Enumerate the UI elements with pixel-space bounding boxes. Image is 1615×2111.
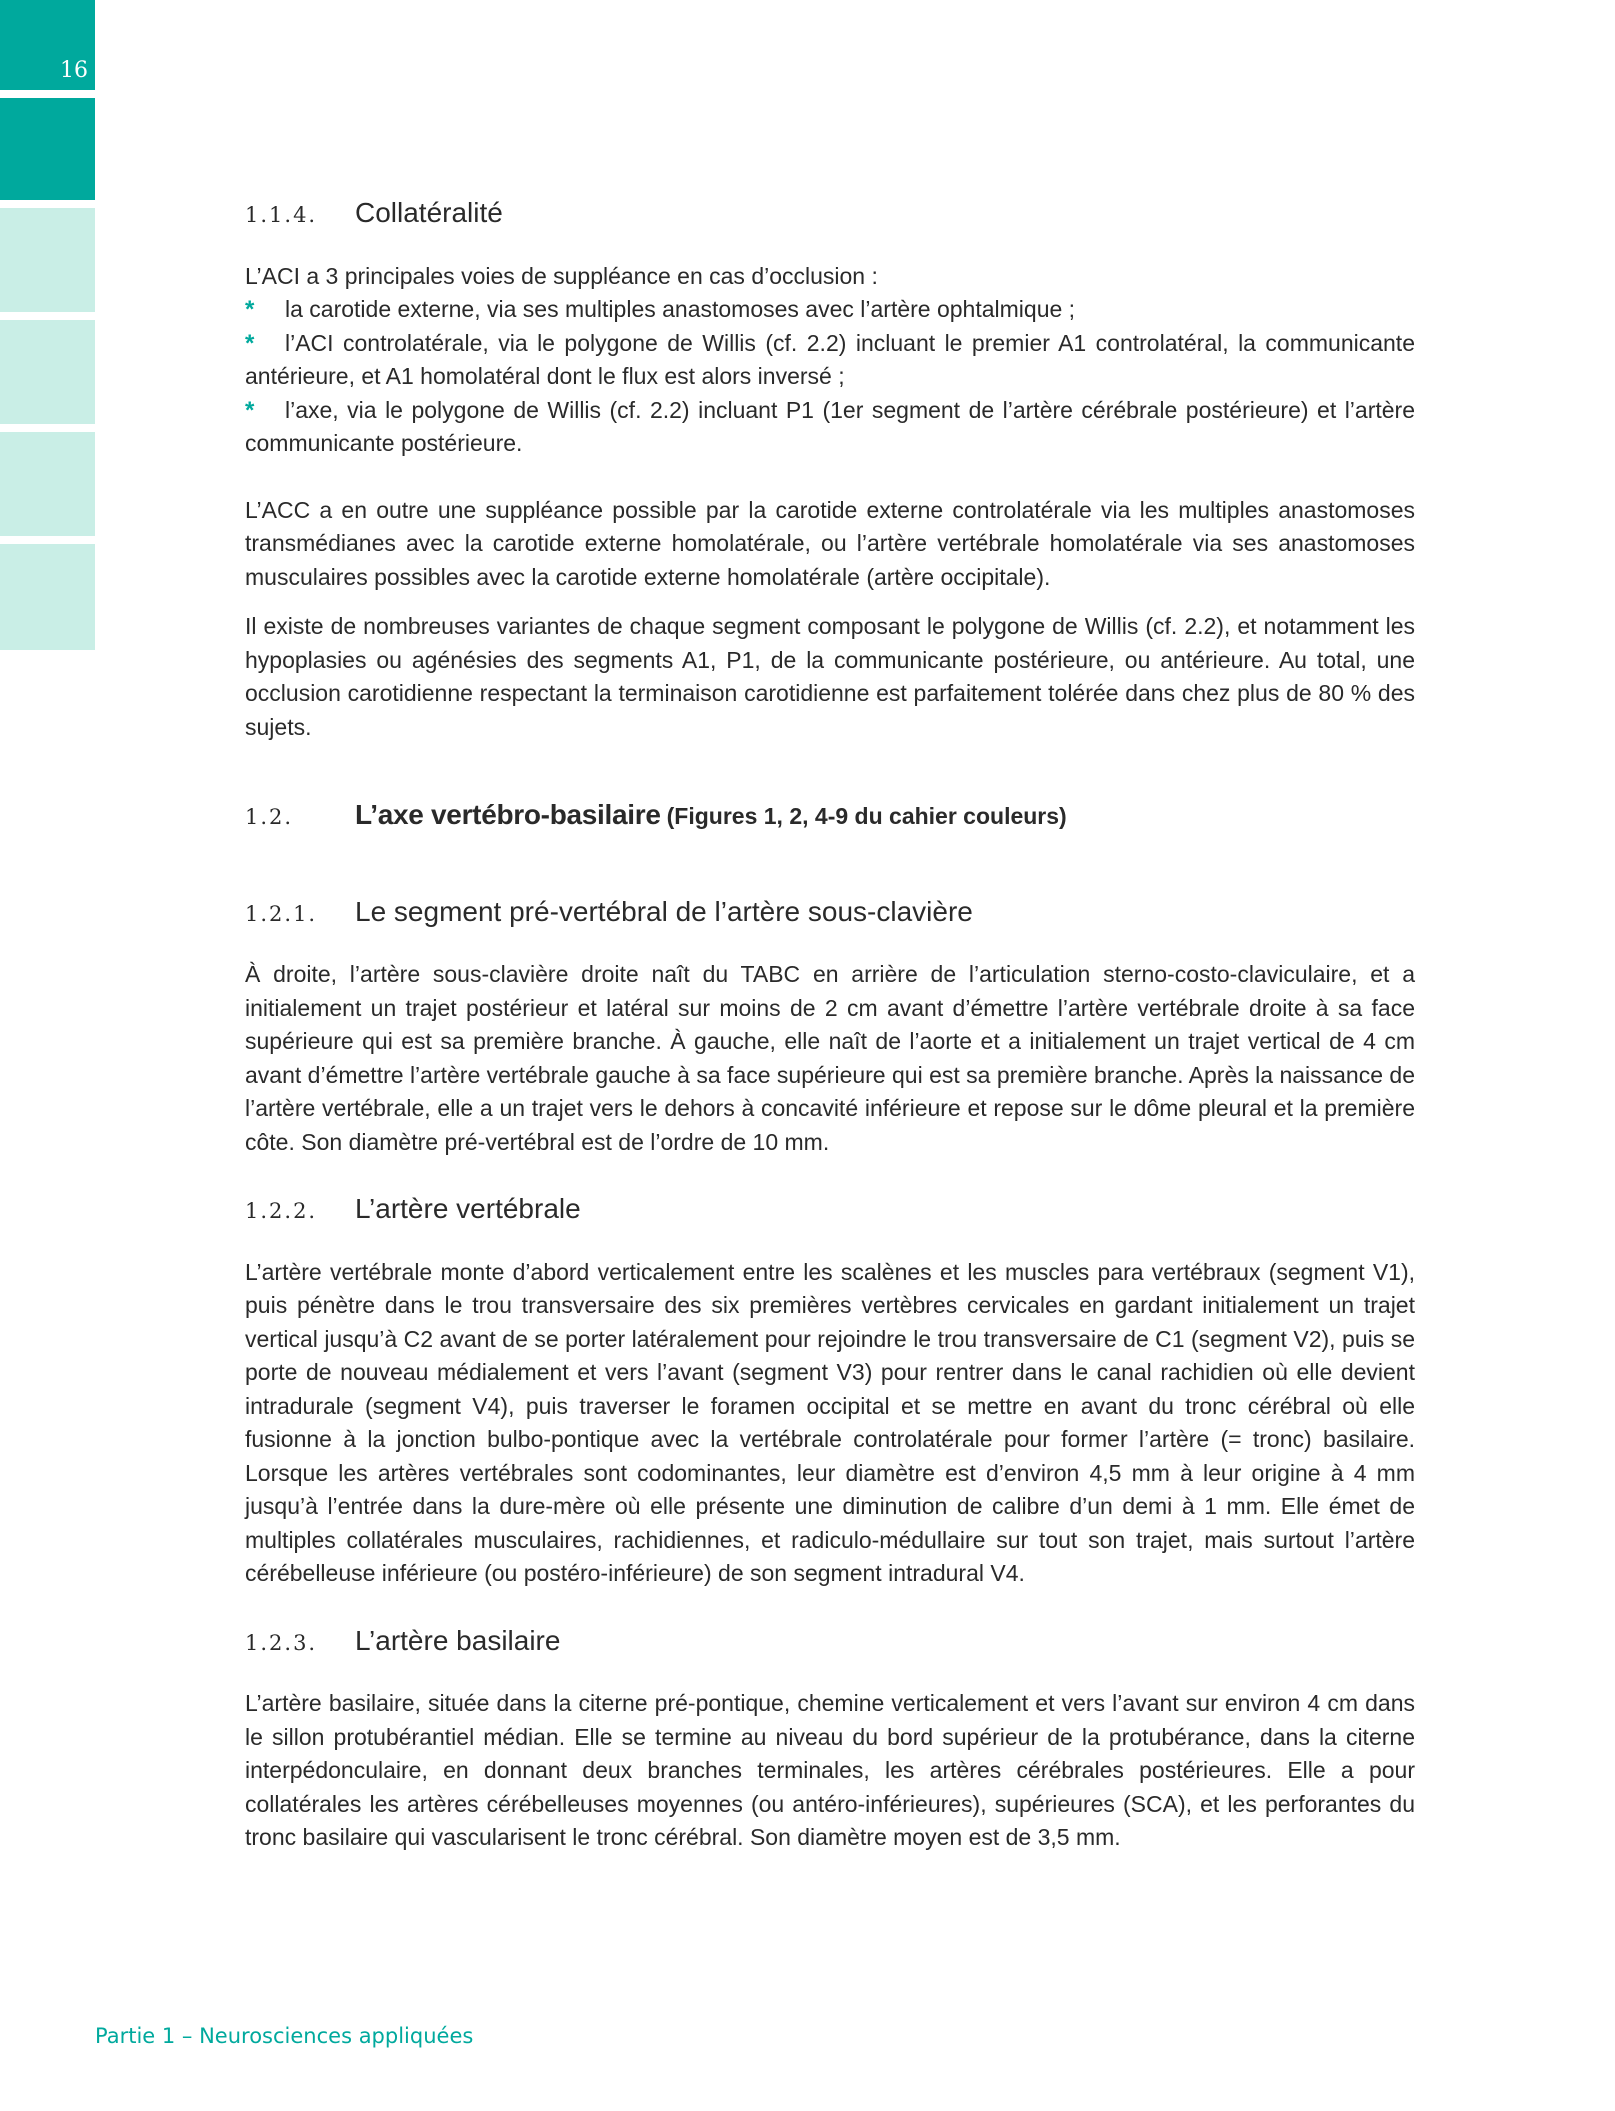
list-item — [245, 394, 1415, 461]
list-item-text: l’ACI controlatérale, via le polygone de Willis (cf. 2.2) incluant le premier A1 controlatéral, la communicante antérieure, et A1 homolatéral dont le flux est alors inversé ; — [245, 329, 1415, 389]
section-heading-1-2-1 — [245, 895, 1415, 932]
section-number: 1.2.1. — [245, 901, 318, 926]
chapter-tab-3 — [0, 320, 95, 424]
list-item-text: l’axe, via le polygone de Willis (cf. 2.2) incluant P1 (1er segment de l’artère cérébrale postérieure) et l’artère communicante postérieure. — [245, 396, 1415, 456]
bullet-list — [245, 293, 1415, 461]
section-heading-1-2-3 — [245, 1624, 1415, 1661]
section-title: Le segment pré-vertébral de l’artère sous-clavière — [355, 895, 973, 927]
list-item — [245, 327, 1415, 394]
list-item — [245, 293, 1415, 327]
section-number: 1.2.2. — [245, 1199, 318, 1223]
page-content — [245, 196, 1415, 1855]
paragraph: L’artère basilaire, située dans la citerne pré-pontique, chemine verticalement et vers l’avant sur environ 4 cm dans le sillon protubérantiel médian. Elle se termine au niveau du bord supérieur de la protubérance, dans la citerne interpédonculaire, en donnant deux branches terminales, les artères cérébrales postérieures. Elle a pour collatérales les artères cérébelleuses moyennes (ou antéro-inférieures), supérieures (SCA), et les perforantes du tronc basilaire qui vascularisent le tronc cérébral. Son diamètre moyen est de 3,5 mm. — [245, 1690, 1415, 1850]
chapter-tab-2 — [0, 208, 95, 312]
section-number: 1.2. — [245, 805, 294, 829]
section-heading-1-2-2 — [245, 1192, 1415, 1229]
section-title: L’artère vertébrale — [355, 1193, 581, 1224]
paragraph: L’ACC a en outre une suppléance possible par la carotide externe controlatérale via les multiples anastomoses transmédianes avec la carotide externe homolatérale, ou l’artère vertébrale homolatérale via ses anastomoses musculaires possibles avec la carotide externe homolatérale (artère occipitale). — [245, 496, 1415, 590]
chapter-tab-4 — [0, 432, 95, 536]
chapter-tab-5 — [0, 544, 95, 650]
asterisk-bullet-icon: * — [245, 296, 255, 323]
figure-reference: (Figures 1, 2, 4-9 du cahier couleurs) — [666, 803, 1067, 829]
section-number: 1.1.4. — [245, 203, 318, 227]
asterisk-bullet-icon: * — [245, 396, 255, 424]
paragraph: À droite, l’artère sous-clavière droite naît du TABC en arrière de l’articulation sterno-costo-claviculaire, et a initialement un trajet postérieur et latéral sur moins de 2 cm avant d’émettre l’artère vertébrale droite à sa face supérieure qui est sa première branche. À gauche, elle naît de l’aorte et a initialement un trajet vertical de 4 cm avant d’émettre l’artère vertébrale gauche à sa face supérieure qui est sa première branche. Après la naissance de l’artère vertébrale, elle a un trajet vers le dehors à concavité inférieure et repose sur le dôme pleural et la première côte. Son diamètre pré-vertébral est de l’ordre de 10 mm. — [245, 961, 1415, 1155]
section-heading-1-2 — [245, 798, 1415, 835]
section-heading-1-1-4 — [245, 196, 1415, 233]
chapter-tab-1 — [0, 98, 95, 200]
section-number: 1.2.3. — [245, 1630, 318, 1655]
paragraph: Il existe de nombreuses variantes de chaque segment composant le polygone de Willis (cf. 2.2), et notamment les hypoplasies ou agénésies des segments A1, P1, de la communicante postérieure, ou antérieure. Au total, une occlusion carotidienne respectant la terminaison carotidienne est parfaitement tolérée dans chez plus de 80 % des sujets. — [245, 613, 1415, 740]
section-title: L’axe vertébro-basilaire — [355, 799, 661, 830]
list-item-text: la carotide externe, via ses multiples anastomoses avec l’artère ophtalmique ; — [285, 296, 1076, 322]
page-number: 16 — [60, 58, 88, 83]
section-title: Collatéralité — [355, 197, 503, 228]
paragraph-intro: L’ACI a 3 principales voies de suppléance en cas d’occlusion : — [245, 262, 878, 289]
running-footer: Partie 1 – Neurosciences appliquées — [95, 2024, 474, 2048]
section-title: L’artère basilaire — [355, 1624, 561, 1656]
asterisk-bullet-icon: * — [245, 329, 255, 357]
paragraph: L’artère vertébrale monte d’abord verticalement entre les scalènes et les muscles para vertébraux (segment V1), puis pénètre dans le trou transversaire des six premières vertèbres cervicales en gardant initialement un trajet vertical jusqu’à C2 avant de se porter latéralement pour rejoindre le trou transversaire de C1 (segment V2), puis se porte de nouveau médialement et vers l’avant (segment V3) pour rentrer dans le canal rachidien où elle devient intradurale (segment V4), puis traverser le foramen occipital et se mettre en avant du tronc cérébral où elle fusionne à la jonction bulbo-pontique avec la vertébrale controlatérale pour former l’artère (= tronc) basilaire. Lorsque les artères vertébrales sont codominantes, leur diamètre est d’environ 4,5 mm à leur origine à 4 mm jusqu’à l’entrée dans la dure-mère où elle présente une diminution de calibre d’un demi à 1 mm. Elle émet de multiples collatérales musculaires, rachidiennes, et radiculo-médullaire sur tout son trajet, mais surtout l’artère cérébelleuse inférieure (ou postéro-inférieure) de son segment intradural V4. — [245, 1258, 1415, 1586]
